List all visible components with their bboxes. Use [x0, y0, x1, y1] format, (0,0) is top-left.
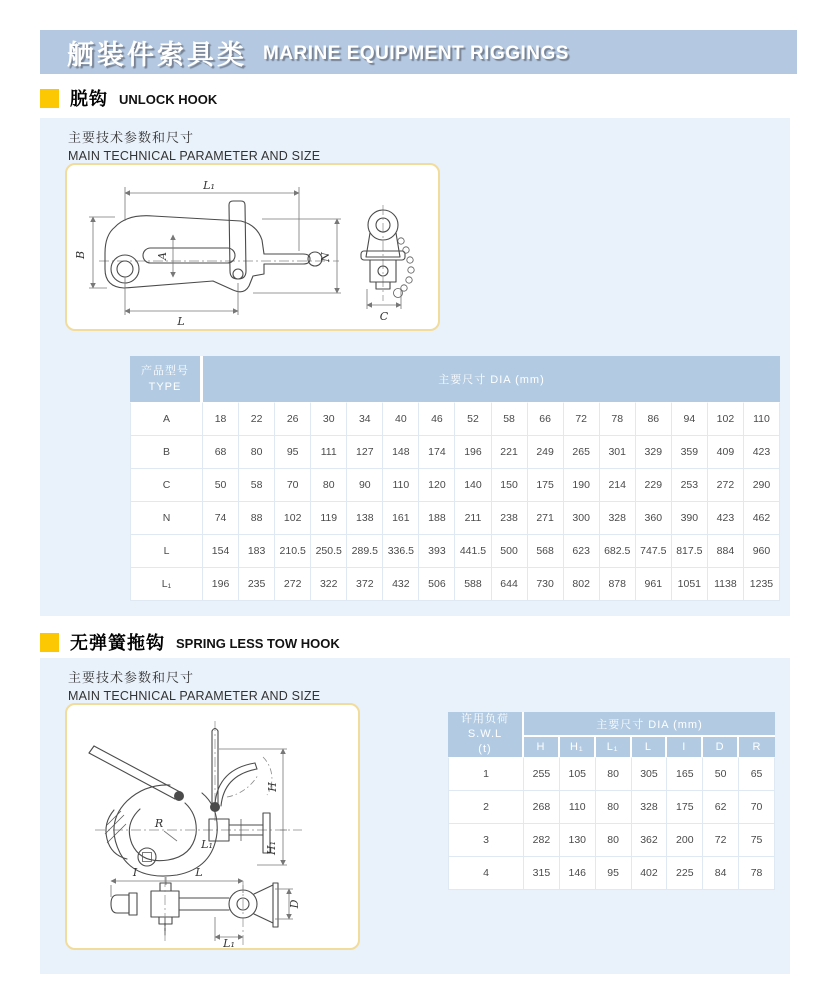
table-cell: 119: [311, 502, 347, 535]
table-cell: 65: [739, 757, 775, 791]
table-cell: 214: [600, 469, 636, 502]
table-cell: 1235: [744, 568, 780, 601]
table-cell: 148: [383, 436, 419, 469]
table-cell: 289.5: [347, 535, 383, 568]
table-cell: 249: [528, 436, 564, 469]
table-cell: 110: [383, 469, 419, 502]
table-row: [130, 402, 780, 436]
dim-label-l: L: [177, 315, 185, 328]
table-cell: 196: [455, 436, 491, 469]
column-header: H: [524, 737, 560, 757]
unlock-hook-table: [130, 356, 780, 601]
table-cell: 238: [492, 502, 528, 535]
table-cell: 46: [419, 402, 455, 436]
section-title-en: SPRING LESS TOW HOOK: [176, 636, 340, 651]
corner-header-zh: 产品型号: [141, 364, 189, 377]
tow-hook-table: [448, 712, 775, 890]
table-cell: 961: [636, 568, 672, 601]
table-cell: 305: [632, 757, 668, 791]
table-cell: 210.5: [275, 535, 311, 568]
table-span-header: 主要尺寸 DIA (mm): [203, 356, 780, 402]
table-cell: 817.5: [672, 535, 708, 568]
section-title-en: UNLOCK HOOK: [119, 92, 218, 107]
table-cell: 188: [419, 502, 455, 535]
table-cell: 88: [239, 502, 275, 535]
corner-line-3: (t): [478, 742, 492, 755]
table-cell: 271: [528, 502, 564, 535]
table-cell: 146: [560, 857, 596, 890]
table-cell: 253: [672, 469, 708, 502]
table-cell: 506: [419, 568, 455, 601]
table-cell: 165: [667, 757, 703, 791]
parameter-caption-en: MAIN TECHNICAL PARAMETER AND SIZE: [68, 149, 321, 163]
table-cell: 70: [739, 791, 775, 824]
table-cell: 72: [703, 824, 739, 857]
table-cell: 441.5: [455, 535, 491, 568]
table-cell: 70: [275, 469, 311, 502]
table-cell: 80: [311, 469, 347, 502]
table-cell: 62: [703, 791, 739, 824]
dim-label-l1-bottom: L₁: [223, 937, 235, 948]
column-header: L: [632, 737, 668, 757]
table-cell: 110: [560, 791, 596, 824]
table-cell: 50: [203, 469, 239, 502]
row-label: 4: [448, 857, 524, 890]
banner-title-en: MARINE EQUIPMENT RIGGINGS: [263, 42, 569, 64]
row-label: C: [130, 469, 203, 502]
column-header: D: [703, 737, 739, 757]
table-cell: 75: [739, 824, 775, 857]
table-cell: 127: [347, 436, 383, 469]
table-cell: 183: [239, 535, 275, 568]
table-cell: 58: [492, 402, 528, 436]
table-cell: 154: [203, 535, 239, 568]
row-label: L₁: [130, 568, 203, 601]
table-cell: 196: [203, 568, 239, 601]
dim-label-r: R: [154, 817, 164, 830]
table-cell: 30: [311, 402, 347, 436]
table-cell: 301: [600, 436, 636, 469]
parameter-caption: [68, 667, 320, 703]
table-cell: 372: [347, 568, 383, 601]
tow-hook-panel: [40, 658, 790, 974]
corner-header-en: TYPE: [148, 381, 182, 393]
table-cell: 50: [703, 757, 739, 791]
section-heading-tow-hook: [40, 632, 340, 652]
corner-line-1: 许用负荷: [461, 713, 509, 726]
table-row: [448, 824, 775, 857]
table-cell: 138: [347, 502, 383, 535]
parameter-caption-en: MAIN TECHNICAL PARAMETER AND SIZE: [68, 689, 321, 703]
table-cell: 174: [419, 436, 455, 469]
table-cell: 175: [667, 791, 703, 824]
column-header: L₁: [596, 737, 632, 757]
table-cell: 102: [708, 402, 744, 436]
table-cell: 80: [596, 791, 632, 824]
table-cell: 878: [600, 568, 636, 601]
table-cell: 588: [455, 568, 491, 601]
table-row: [130, 502, 780, 535]
dim-label-h: H: [266, 782, 279, 792]
table-cell: 95: [596, 857, 632, 890]
table-cell: 336.5: [383, 535, 419, 568]
table-cell: 623: [564, 535, 600, 568]
table-cell: 190: [564, 469, 600, 502]
table-cell: 68: [203, 436, 239, 469]
table-cell: 644: [492, 568, 528, 601]
table-cell: 94: [672, 402, 708, 436]
table-cell: 329: [636, 436, 672, 469]
table-cell: 52: [455, 402, 491, 436]
table-cell: 500: [492, 535, 528, 568]
section-title-zh: 无弹簧拖钩: [70, 633, 165, 653]
table-cell: 802: [564, 568, 600, 601]
dim-label-i: I: [132, 866, 138, 879]
section-title-zh: 脱钩: [70, 89, 108, 109]
table-cell: 66: [528, 402, 564, 436]
dim-label-l1-side: L₁: [201, 838, 213, 851]
dim-label-h1: H₁: [265, 840, 278, 856]
row-label: A: [130, 402, 203, 436]
table-cell: 58: [239, 469, 275, 502]
parameter-caption: [68, 127, 320, 163]
dim-label-n: N: [319, 252, 332, 262]
table-cell: 72: [564, 402, 600, 436]
table-cell: 322: [311, 568, 347, 601]
table-cell: 568: [528, 535, 564, 568]
table-cell: 102: [275, 502, 311, 535]
table-cell: 34: [347, 402, 383, 436]
chain: [394, 238, 415, 298]
table-row: [448, 791, 775, 824]
table-corner-header: [130, 356, 203, 402]
unlock-hook-panel: [40, 118, 790, 616]
table-span-header: 主要尺寸 DIA (mm): [524, 712, 775, 737]
tow-hook-technical-drawing: [67, 705, 358, 948]
table-cell: 200: [667, 824, 703, 857]
table-cell: 255: [524, 757, 560, 791]
table-corner-header: [448, 712, 524, 757]
column-header: R: [739, 737, 775, 757]
table-cell: 110: [744, 402, 780, 436]
column-header: H₁: [560, 737, 596, 757]
table-cell: 272: [275, 568, 311, 601]
row-label: 2: [448, 791, 524, 824]
yellow-bullet-icon: [40, 633, 59, 652]
table-cell: 80: [239, 436, 275, 469]
table-cell: 390: [672, 502, 708, 535]
table-cell: 272: [708, 469, 744, 502]
table-cell: 359: [672, 436, 708, 469]
table-cell: 130: [560, 824, 596, 857]
table-cell: 290: [744, 469, 780, 502]
table-cell: 211: [455, 502, 491, 535]
table-cell: 140: [455, 469, 491, 502]
table-row: [448, 757, 775, 791]
table-header-row: [130, 356, 780, 402]
table-cell: 95: [275, 436, 311, 469]
parameter-caption-zh: 主要技术参数和尺寸: [68, 670, 195, 685]
table-row: [448, 857, 775, 890]
row-label: 3: [448, 824, 524, 857]
dim-label-d: D: [288, 899, 301, 909]
table-cell: 393: [419, 535, 455, 568]
table-cell: 221: [492, 436, 528, 469]
table-cell: 250.5: [311, 535, 347, 568]
table-cell: 22: [239, 402, 275, 436]
table-cell: 161: [383, 502, 419, 535]
tow-hook-drawing-box: [65, 703, 360, 950]
table-cell: 730: [528, 568, 564, 601]
table-row: [130, 568, 780, 601]
table-cell: 268: [524, 791, 560, 824]
row-label: B: [130, 436, 203, 469]
parameter-caption-zh: 主要技术参数和尺寸: [68, 130, 195, 145]
table-cell: 150: [492, 469, 528, 502]
dim-label-c: C: [379, 310, 389, 323]
dim-label-b: B: [74, 250, 87, 260]
table-cell: 682.5: [600, 535, 636, 568]
table-cell: 884: [708, 535, 744, 568]
table-cell: 315: [524, 857, 560, 890]
table-cell: 328: [632, 791, 668, 824]
table-cell: 360: [636, 502, 672, 535]
table-cell: 328: [600, 502, 636, 535]
section-heading-unlock-hook: [40, 88, 217, 108]
table-cell: 86: [636, 402, 672, 436]
table-cell: 265: [564, 436, 600, 469]
table-cell: 90: [347, 469, 383, 502]
table-cell: 300: [564, 502, 600, 535]
table-header-row: [448, 712, 775, 737]
table-cell: 1138: [708, 568, 744, 601]
table-cell: 111: [311, 436, 347, 469]
row-label: 1: [448, 757, 524, 791]
column-header: I: [667, 737, 703, 757]
table-cell: 80: [596, 824, 632, 857]
unlock-hook-technical-drawing: [67, 165, 438, 329]
banner-title-zh: 舾装件索具类: [67, 39, 247, 70]
table-cell: 282: [524, 824, 560, 857]
table-cell: 423: [744, 436, 780, 469]
dim-label-l1: L₁: [203, 179, 215, 192]
table-cell: 78: [600, 402, 636, 436]
table-cell: 235: [239, 568, 275, 601]
table-row: [130, 436, 780, 469]
corner-line-2: S.W.L: [467, 728, 503, 741]
table-cell: 40: [383, 402, 419, 436]
table-cell: 80: [596, 757, 632, 791]
table-cell: 225: [667, 857, 703, 890]
unlock-hook-drawing-box: [65, 163, 440, 331]
table-cell: 409: [708, 436, 744, 469]
page-banner: [40, 30, 797, 74]
table-cell: 432: [383, 568, 419, 601]
table-cell: 26: [275, 402, 311, 436]
row-label: L: [130, 535, 203, 568]
dim-label-l-bottom: L: [195, 866, 203, 879]
table-cell: 120: [419, 469, 455, 502]
row-label: N: [130, 502, 203, 535]
table-cell: 18: [203, 402, 239, 436]
table-cell: 747.5: [636, 535, 672, 568]
table-cell: 423: [708, 502, 744, 535]
table-cell: 78: [739, 857, 775, 890]
table-cell: 84: [703, 857, 739, 890]
table-cell: 105: [560, 757, 596, 791]
yellow-bullet-icon: [40, 89, 59, 108]
table-cell: 229: [636, 469, 672, 502]
dim-label-a: A: [156, 252, 169, 260]
table-cell: 74: [203, 502, 239, 535]
table-cell: 1051: [672, 568, 708, 601]
table-cell: 960: [744, 535, 780, 568]
table-row: [130, 535, 780, 568]
table-cell: 175: [528, 469, 564, 502]
table-cell: 402: [632, 857, 668, 890]
table-row: [130, 469, 780, 502]
table-cell: 462: [744, 502, 780, 535]
table-cell: 362: [632, 824, 668, 857]
